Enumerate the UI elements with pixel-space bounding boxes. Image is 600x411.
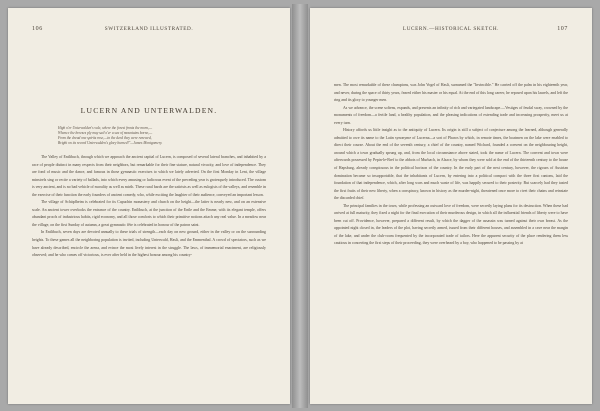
left-body-text [32,154,266,260]
paragraph: The village of Schüpfheim is celebrated for its Capuchin monastery and church on the height—the latter is nearly new, and on an extensive scale. An ancient tower overlooks the entrance of the country. Entlibuch, at the junction of the Entle and the Emme, with its elegant temple, offers abundant proofs of industrious habits, rigid economy, and all those comforts to which their primitive notions attach any real value. In a meadow near the village, on the first Sunday of autumn, a great gymnastic fête is celebrated in honour of the patron saint. [32,200,266,227]
running-title: LUCERN.—HISTORICAL SKETCH. [402,26,500,32]
paragraph: The Valley of Entlibuch, through which we approach the ancient capital of Lucern, is composed of several lateral branches, and inhabited by a race of people distinct in many respects from their neighbors, but remarkable for their fine stature, natural vivacity, and love of independence. They are fond of music and the dance, and famous in those gymnastic exercises to which we lately adverted. On the first Monday in Lent, the village minstrels sing or recite a variety of ballads, into which every amusing or ludicrous event of the preceding year is grotesquely introduced. The custom is very ancient, and is no bad vehicle of morality as well as mirth. These rural bards are the satirists as well as eulogists of the valleys, and resemble in the exercise of their function the early founders of ancient comedy, who, while exciting the laughter of their audience, conveyed an important lesson. [32,155,266,197]
epigraph-line: From the dread one spirits rose,—in the deed they were renewed, [58,136,152,140]
epigraph [58,126,250,146]
right-page-header [334,26,568,34]
chapter-title: LUCERN AND UNTERWALDEN. [80,106,218,115]
right-page [310,8,592,404]
epigraph-line: High o'er Unterwalden's vale, where the forest fronts the morn,— [58,126,153,130]
running-title: SWITZERLAND ILLUSTRATED. [104,26,194,32]
paragraph: men. The most remarkable of these champions, was John Vogel of Hasli, surnamed the "Invincible." He carried off the palm in his eighteenth year, and never, during the space of thirty years, feared either his master or his equal. At the end of this long career, he reposed upon his laurels, and left the ring and its glory to younger men. [334,83,568,103]
epigraph-line: Whence the breezes ply may sail o'er a sea of mountains borne,— [58,131,153,135]
page-number: 107 [557,26,568,32]
paragraph: The principal families in the town, while professing an outward love of freedom, were secretly laying plans for its destruction. When these had arrived at full maturity, they fixed a night for the final execution of their murderous design, in which all the influential friends of liberty were to have been cut off. Providence, however, prepared a different result, by which the dagger of the assassin was turned against their own breast. As the appointed night closed in, the leaders of the plot, having secretly armed, issued from their different houses, and assembled in a cave near the margin of the lake, and under the club-room frequented by the incorporated trade of tailors. Here the apparent security of the place rendering them less cautious in concerting the first steps of their proceeding, they were overheard by a boy, who happened to be passing by at [334,203,568,246]
page-number: 106 [32,26,43,32]
left-page-header [32,26,266,34]
paragraph: History affords us little insight as to the antiquity of Lucern. Its origin is still a subject of conjecture among the learned, although generally admitted to owe its name to the Latin synonyme of Lucerna—a sort of Pharos by which, in remote times, the boatmen on the lake were enabled to direct their course. About the end of the seventh century, a chief of the country, named Wichard, founded a convent on the neighbouring height, around which a town gradually sprung up, and, from the local circumstance above stated, took the name of Lucern. The convent and town were afterwards possessed by Pepin-le-Bref to the abbots of Murbach, in Alsace, by whom they were sold at the end of the thirteenth century to the house of Hapsburg, already conspicuous in the political horizon of the country. In the early part of the next century, however, the rigours of Austrian domination became so insupportable, that the inhabitants of Lucern, by entering into a political compact with the three first cantons, laid the foundation of that independence, which, after long wars and much waste of life, was happily secured to their posterity. But scarcely had they tasted the first fruits of their new liberty, when a conspiracy, known in history as the murder-night, threatened once more to rivet their chains and reinstate the discarded chief. [334,128,568,201]
book-gutter [292,4,308,408]
epigraph-line: Bright on its record Unterwalden's glory burned!"—James Montgomery. [58,141,163,145]
paragraph: As we advance, the scene softens, expands, and presents an infinity of rich and variegated landscape.—Vestiges of feudal sway, crowned by the monuments of freedom—a fertile land, a healthy population, and the pleasing indications of extending trade and increasing prosperity, meet us at every turn. [334,105,568,125]
left-page [8,8,290,404]
paragraph: In Entlibuch, seven days are devoted annually to these trials of strength—each day on new ground, either in the valley or on the surrounding heights. To these games all the neighboring population is invited, including Unterwald, Hasli, and the Emmenthal. A crowd of spectators, such as we have already described, encircle the arena, and evince the most lively interest in the struggle. The laws, of immemorial enactment, are religiously observed; and he who comes off victorious, is ever after held in the highest honour among his country- [32,230,266,258]
right-body-text [334,82,568,248]
